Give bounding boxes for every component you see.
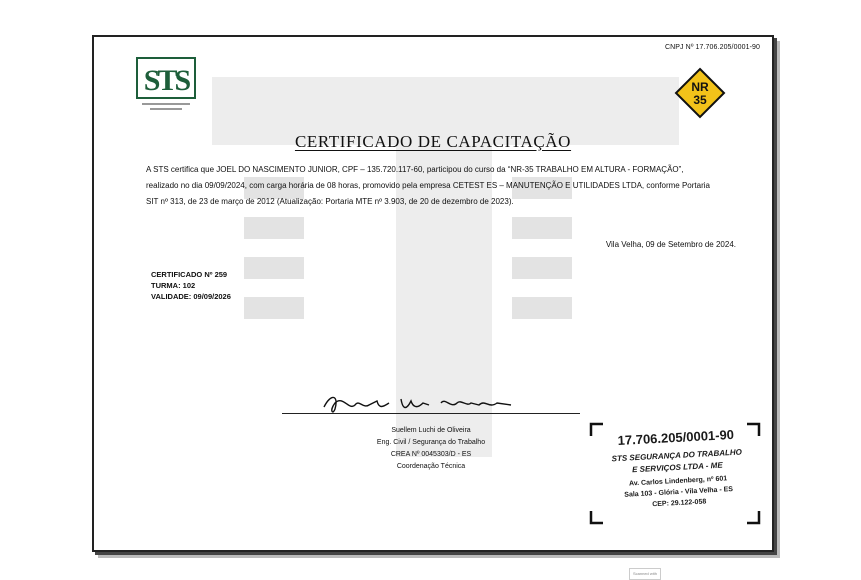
svg-text:STS: STS xyxy=(143,64,189,97)
certificate-title: CERTIFICADO DE CAPACITAÇÃO xyxy=(294,132,572,151)
body-line-3: SIT nº 313, de 23 de março de 2012 (Atualização: Portaria MTE nº 3.903, de 20 de dezembro de 2023). xyxy=(146,197,514,206)
certificate-number: CERTIFICADO Nº 259 xyxy=(151,270,228,279)
certificate-class: TURMA: 102 xyxy=(151,281,196,290)
body-line-1: A STS certifica que JOEL DO NASCIMENTO JUNIOR, CPF – 135.720.117-60, participou do curso da “NR-35 TRABALHO EM ALTURA - FORMAÇÃO”, xyxy=(146,165,684,174)
stamp-company-line-1: STS SEGURANÇA DO TRABALHO xyxy=(611,447,743,464)
place-date: Vila Velha, 09 de Setembro de 2024. xyxy=(605,240,736,249)
stamp-address-line-2: Sala 103 - Glória - Vila Velha - ES xyxy=(624,486,734,499)
handwritten-signature xyxy=(319,389,519,419)
svg-text:NR: NR xyxy=(691,80,709,94)
sts-logo xyxy=(136,57,196,115)
company-stamp xyxy=(589,422,761,525)
signer-crea: CREA Nº 0045303/D - ES xyxy=(390,451,472,458)
body-line-2: realizado no dia 09/09/2024, com carga horária de 08 horas, promovido pela empresa CETEST ES – MANUTENÇÃO E UTILIDADES LTDA, conforme Portaria xyxy=(146,181,710,190)
signer-name: Suellem Luchi de Oliveira xyxy=(391,427,471,434)
signer-dept: Coordenação Técnica xyxy=(396,463,466,470)
signer-block xyxy=(282,425,580,473)
cnpj-header: CNPJ Nº 17.706.205/0001-90 xyxy=(664,44,760,51)
stamp-address-line-1: Av. Carlos Lindenberg, nº 601 xyxy=(628,475,728,488)
signer-role: Eng. Civil / Segurança do Trabalho xyxy=(376,439,486,446)
stamp-cnpj: 17.706.205/0001-90 xyxy=(617,426,735,449)
stamp-cep: CEP: 29.122-058 xyxy=(652,498,707,509)
certificate-page xyxy=(92,35,774,552)
certificate-body xyxy=(146,162,736,210)
svg-text:35: 35 xyxy=(693,93,707,107)
stamp-company-line-2: E SERVIÇOS LTDA - ME xyxy=(631,460,723,475)
signature-line xyxy=(282,413,580,414)
certificate-validity: VALIDADE: 09/09/2026 xyxy=(151,292,231,301)
scanned-with-tag: Scanned with xyxy=(629,568,661,580)
certificate-info xyxy=(151,269,231,302)
nr35-badge-icon xyxy=(674,67,726,119)
